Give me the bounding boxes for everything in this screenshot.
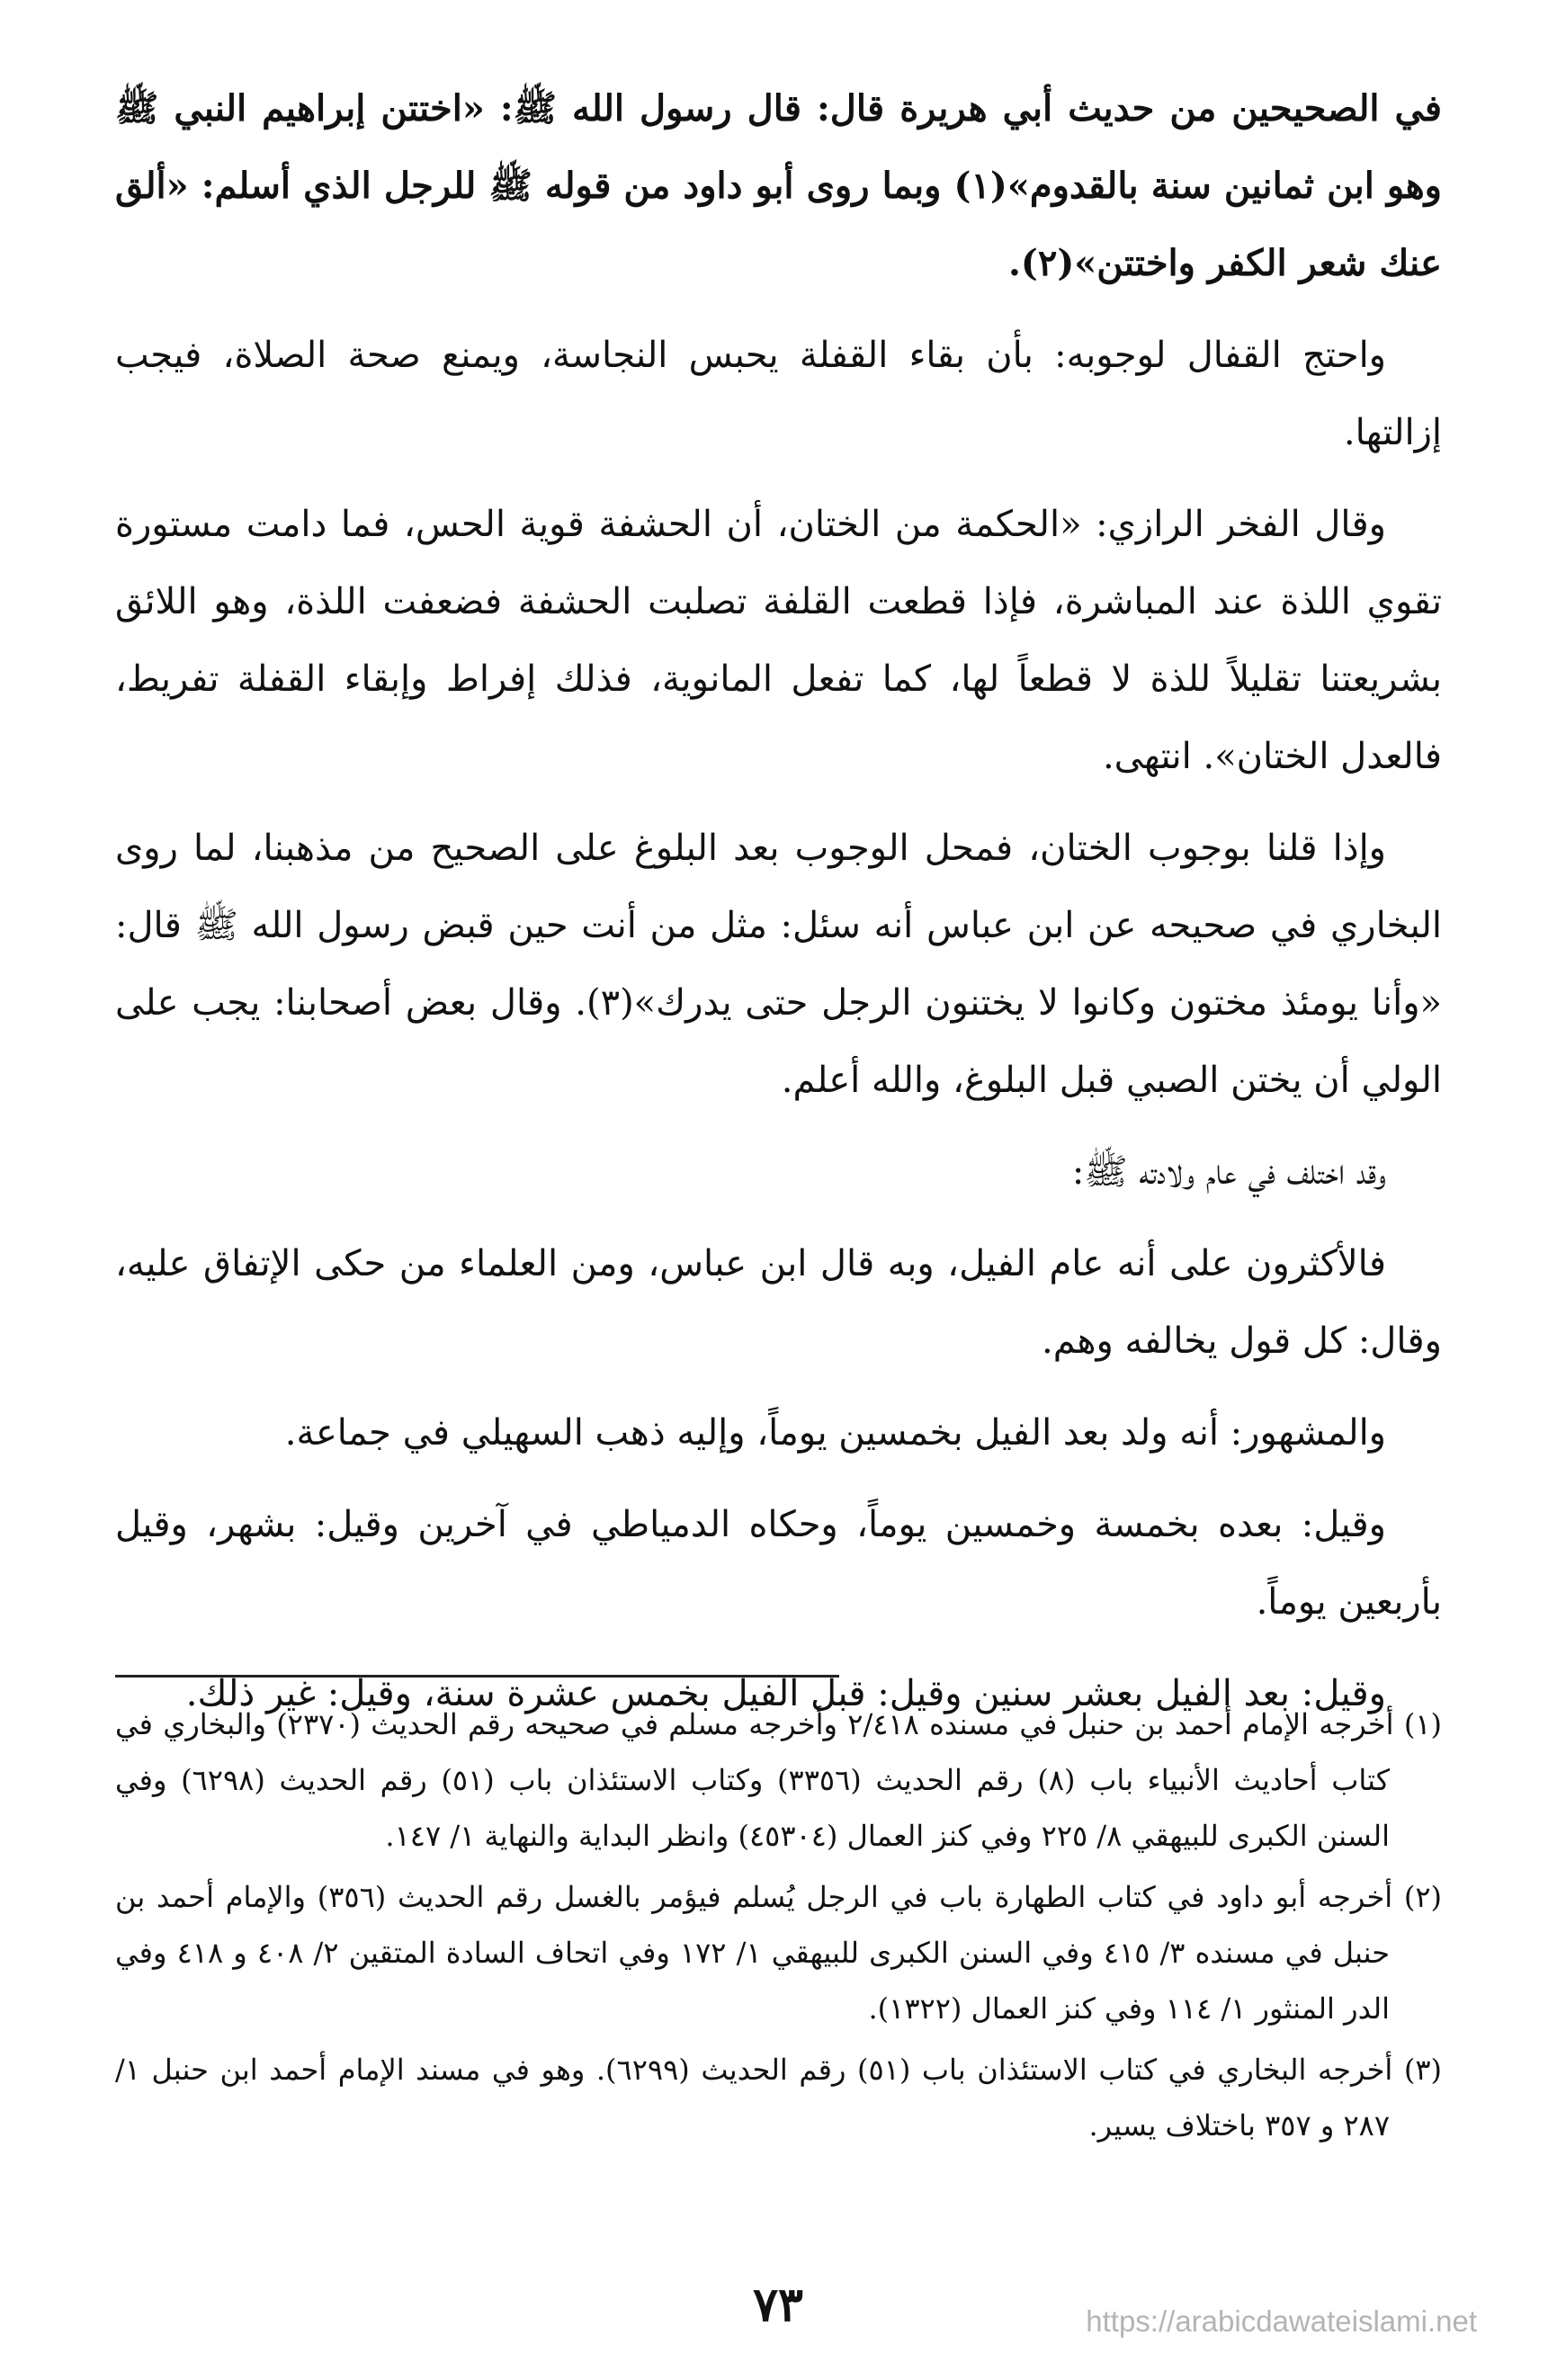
footnote-1: (١) أخرجه الإمام أحمد بن حنبل في مسنده ٢/٤١٨ وأخرجه مسلم في صحيحه رقم الحديث (٢٣٧٠) والبخاري في كتاب أحاديث الأنبياء باب (٨) رقم الحديث (٣٣٥٦) وكتاب الاستئذان باب (٥١) رقم الحديث (٦٢٩٨) وفي السنن الكبرى للبيهقي ٨/ ٢٢٥ وفي كنز العمال (٤٥٣٠٤) وانظر البداية والنهاية ١/ ١٤٧. xyxy=(115,1707,1443,1853)
paragraph-5: وقد اختلف في عام ولادته ﷺ: xyxy=(1071,1151,1386,1193)
watermark-url: https://arabicdawateislami.net xyxy=(1086,2304,1477,2338)
footnotes xyxy=(115,1696,1442,2159)
paragraph-7: والمشهور: أنه ولد بعد الفيل بخمسين يوماً، وإليه ذهب السهيلي في جماعة. xyxy=(284,1412,1386,1454)
page-number: ٧٣ xyxy=(753,2277,803,2332)
paragraph-9: وقيل: بعد الفيل بعشر سنين وقيل: قبل الفيل بخمس عشرة سنة، وقيل: غير ذلك. xyxy=(185,1673,1386,1714)
footnote-3: (٣) أخرجه البخاري في كتاب الاستئذان باب (٥١) رقم الحديث (٦٢٩٩). وهو في مسند الإمام أحمد ابن حنبل ١/ ٢٨٧ و ٣٥٧ باختلاف يسير. xyxy=(115,2053,1443,2143)
paragraph-4: وإذا قلنا بوجوب الختان، فمحل الوجوب بعد البلوغ على الصحيح من مذهبنا، لما روى البخاري في صحيحه عن ابن عباس أنه سئل: مثل من أنت حين قبض رسول الله ﷺ قال: «وأنا يومئذ مختون وكانوا لا يختنون الرجل حتى يدرك»(٣). وقال بعض أصحابنا: يجب على الولي أن يختن الصبي قبل البلوغ، والله أعلم. xyxy=(115,828,1442,1101)
footnote-2: (٢) أخرجه أبو داود في كتاب الطهارة باب في الرجل يُسلم فيؤمر بالغسل رقم الحديث (٣٥٦) والإمام أحمد بن حنبل في مسنده ٣/ ٤١٥ وفي السنن الكبرى للبيهقي ١/ ١٧٢ وفي اتحاف السادة المتقين ٢/ ٤٠٨ و ٤١٨ وفي الدر المنثور ١/ ١١٤ وفي كنز العمال (١٣٢٢). xyxy=(115,1880,1442,2026)
paragraph-8: وقيل: بعده بخمسة وخمسين يوماً، وحكاه الدمياطي في آخرين وقيل: بشهر، وقيل بأربعين يوماً. xyxy=(115,1504,1442,1623)
paragraph-3: وقال الفخر الرازي: «الحكمة من الختان، أن الحشفة قوية الحس، فما دامت مستورة تقوي اللذة عند المباشرة، فإذا قطعت القلفة تصلبت الحشفة فضعفت اللذة، وهو اللائق بشريعتنا تقليلاً للذة لا قطعاً لها، كما تفعل المانوية، فذلك إفراط وإبقاء القفلة تفريط، فالعدل الختان». انتهى. xyxy=(115,504,1442,777)
footnote-separator xyxy=(115,1675,839,1678)
paragraph-6: فالأكثرون على أنه عام الفيل، وبه قال ابن عباس، ومن العلماء من حكى الإتفاق عليه، وقال: كل قول يخالفه وهم. xyxy=(115,1243,1442,1362)
main-text xyxy=(115,70,1442,1747)
paragraph-2: واحتج القفال لوجوبه: بأن بقاء القفلة يحبس النجاسة، ويمنع صحة الصلاة، فيجب إزالتها. xyxy=(115,335,1442,453)
paragraph-1: في الصحيحين من حديث أبي هريرة قال: قال رسول الله ﷺ: «اختتن إبراهيم النبي ﷺ وهو ابن ثمانين سنة بالقدوم»(١) وبما روى أبو داود من قوله ﷺ للرجل الذي أسلم: «ألق عنك شعر الكفر واختتن»(٢). xyxy=(115,87,1442,284)
